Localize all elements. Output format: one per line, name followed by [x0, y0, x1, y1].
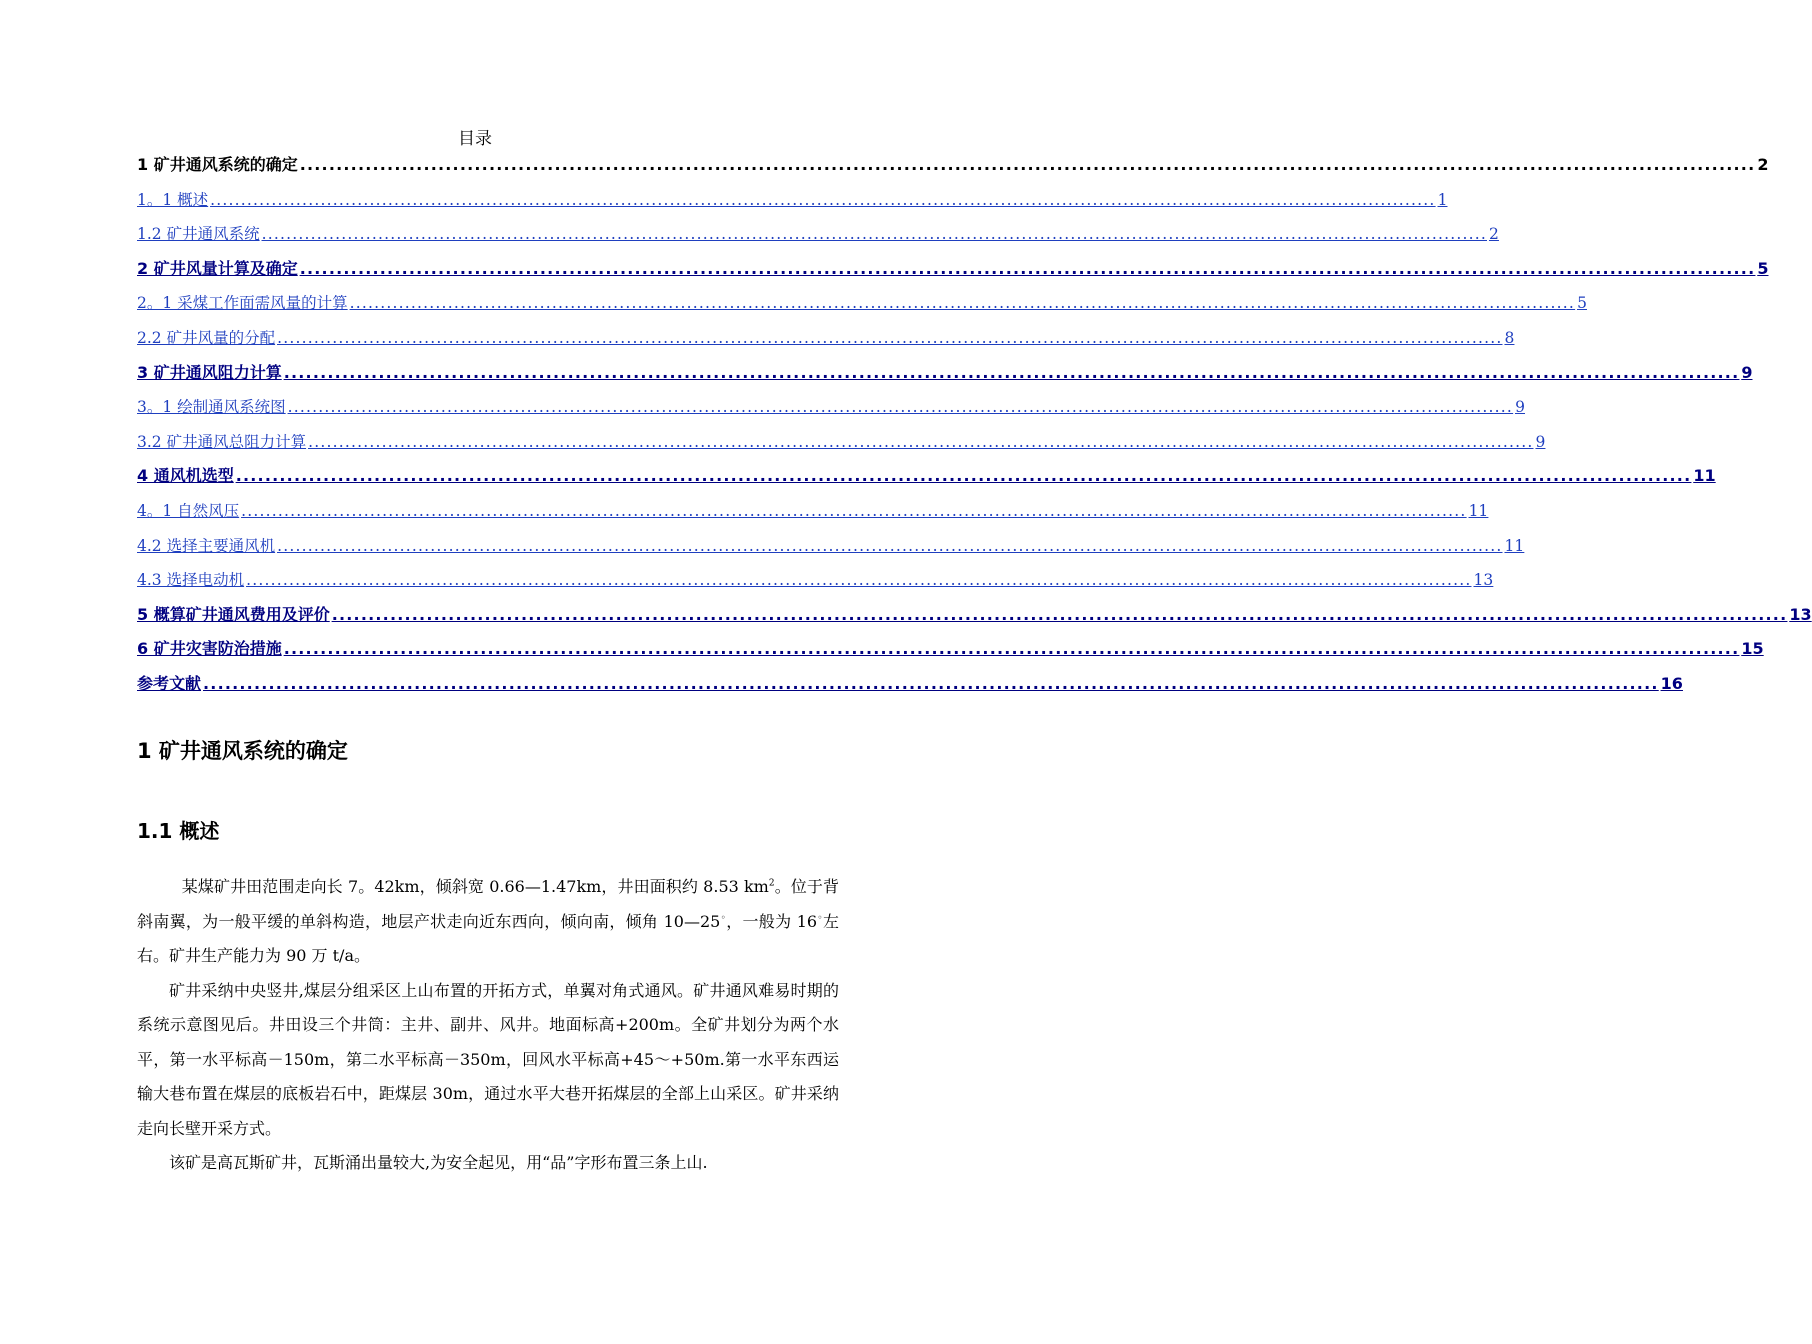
- toc-entry-page: 11: [1468, 501, 1489, 520]
- toc-entry-label: 4.3 选择电动机: [137, 571, 245, 590]
- paragraph-1-text-b: 。位于背斜南翼，为一般平缓的单斜构造，地层产状走向近东西向，倾向南，倾角 10—25: [137, 877, 839, 931]
- toc-entry-page: 13: [1473, 571, 1494, 590]
- toc-leader-dots: ........................................................................................................................................................................................................: [241, 501, 1467, 520]
- toc-entry-label: 5 概算矿井通风费用及评价: [137, 604, 330, 624]
- degree-mark: ◦: [817, 913, 823, 924]
- degree-mark: ◦: [720, 913, 727, 924]
- paragraph-1-text-c: ，一般为 16: [726, 911, 818, 931]
- toc-leader-dots: ........................................................................................................................................................................................................: [287, 398, 1514, 417]
- toc-entry[interactable]: [137, 252, 1769, 287]
- toc-entry-label: 3 矿井通风阻力计算: [137, 362, 282, 382]
- toc-leader-dots: ........................................................................................................................................................................................................: [331, 604, 1788, 624]
- toc-entry-page: 13: [1789, 604, 1812, 624]
- toc-entry-page: 1: [1437, 190, 1448, 209]
- toc-entry[interactable]: [137, 425, 1546, 460]
- toc-entry-page: 9: [1515, 398, 1525, 417]
- superscript-2: 2: [768, 878, 775, 889]
- toc-entry-label: 6 矿井灾害防治措施: [137, 639, 282, 659]
- toc-title: 目录: [458, 129, 492, 149]
- toc-entry[interactable]: [137, 632, 1764, 667]
- toc-entry-label: 1。1 概述: [137, 190, 209, 209]
- toc-entry-page: 15: [1741, 639, 1764, 659]
- toc-leader-dots: ........................................................................................................................................................................................................: [203, 673, 1659, 693]
- toc-entry-label: 参考文献: [137, 673, 202, 693]
- paragraph-1-text-d: 左右。矿井生产能力为 90 万 t/a。: [137, 911, 839, 965]
- toc-leader-dots: ........................................................................................................................................................................................................: [308, 432, 1534, 451]
- toc-entry[interactable]: [137, 494, 1489, 529]
- toc-entry-page: 9: [1741, 362, 1753, 382]
- toc-entry[interactable]: [137, 217, 1499, 252]
- toc-leader-dots: ........................................................................................................................................................................................................: [283, 362, 1740, 382]
- toc-entry-page: 16: [1660, 673, 1683, 693]
- toc-entry-label: 3。1 绘制通风系统图: [137, 398, 286, 417]
- toc-entry-page: 2: [1757, 155, 1769, 174]
- toc-entry-label: 4.2 选择主要通风机: [137, 536, 276, 555]
- paragraph-1: [137, 870, 839, 974]
- toc-leader-dots: ........................................................................................................................................................................................................: [210, 190, 1436, 209]
- paragraph-3: 该矿是高瓦斯矿井，瓦斯涌出量较大,为安全起见，用“品”字形布置三条上山.: [169, 1153, 708, 1172]
- toc-entry[interactable]: [137, 459, 1716, 494]
- toc-entry[interactable]: [137, 183, 1448, 218]
- subsection-heading: 1.1 概述: [137, 819, 220, 843]
- toc-entry-label: 4 通风机选型: [137, 466, 234, 486]
- toc-leader-dots: ........................................................................................................................................................................................................: [235, 466, 1692, 486]
- toc-entry[interactable]: [137, 529, 1525, 564]
- toc-leader-dots: ........................................................................................................................................................................................................: [277, 328, 1503, 347]
- toc-entry[interactable]: [137, 598, 1812, 633]
- toc-leader-dots: ........................................................................................................................................................................................................: [283, 639, 1740, 659]
- toc-entry[interactable]: [137, 321, 1515, 356]
- toc-entry-page: 5: [1757, 258, 1769, 278]
- toc-leader-dots: ........................................................................................................................................................................................................: [299, 155, 1756, 174]
- toc-entry[interactable]: [137, 286, 1587, 321]
- toc-entry-page: 11: [1693, 466, 1716, 486]
- paragraph-2: 矿井采纳中央竖井,煤层分组采区上山布置的开拓方式，单翼对角式通风。矿井通风难易时期的系统示意图见后。井田设三个井筒：主井、副井、风井。地面标高+200m。全矿井划分为两个水平，第一水平标高－150m，第二水平标高－350m，回风水平标高+45～+50m.第一水平东西运输大巷布置在煤层的底板岩石中，距煤层 30m，通过水平大巷开拓煤层的全部上山采区。矿井采纳走向长壁开采方式。: [137, 980, 839, 1138]
- toc-leader-dots: ........................................................................................................................................................................................................: [299, 258, 1756, 278]
- toc-entry[interactable]: [137, 356, 1753, 391]
- toc-entry-label: 1 矿井通风系统的确定: [137, 155, 298, 174]
- toc-entry[interactable]: [137, 563, 1494, 598]
- paragraph-1-text-a: 某煤矿井田范围走向长 7。42km，倾斜宽 0.66—1.47km，井田面积约 8.53 km: [181, 877, 769, 896]
- toc-entry-label: 4。1 自然风压: [137, 501, 240, 520]
- toc-entry-page: 11: [1504, 536, 1525, 555]
- toc-entry-page: 8: [1504, 328, 1515, 347]
- toc-leader-dots: ........................................................................................................................................................................................................: [246, 571, 1472, 590]
- toc-leader-dots: ........................................................................................................................................................................................................: [277, 536, 1503, 555]
- toc-entry-label: 2。1 采煤工作面需风量的计算: [137, 294, 348, 313]
- toc-leader-dots: ........................................................................................................................................................................................................: [349, 294, 1576, 313]
- toc-entry-page: 5: [1577, 294, 1587, 313]
- toc-entry-label: 2 矿井风量计算及确定: [137, 258, 298, 278]
- toc-entry[interactable]: [137, 148, 1769, 183]
- toc-leader-dots: ........................................................................................................................................................................................................: [261, 225, 1487, 244]
- toc-entry-page: 2: [1488, 225, 1499, 244]
- body-text: [137, 870, 839, 1181]
- table-of-contents: [137, 148, 1812, 702]
- toc-entry[interactable]: [137, 667, 1683, 702]
- toc-entry-label: 2.2 矿井风量的分配: [137, 328, 276, 347]
- toc-entry-label: 1.2 矿井通风系统: [137, 225, 260, 244]
- toc-entry-page: 9: [1535, 432, 1546, 451]
- toc-entry-label: 3.2 矿井通风总阻力计算: [137, 432, 307, 451]
- toc-entry[interactable]: [137, 390, 1525, 425]
- section-heading: 1 矿井通风系统的确定: [137, 739, 348, 763]
